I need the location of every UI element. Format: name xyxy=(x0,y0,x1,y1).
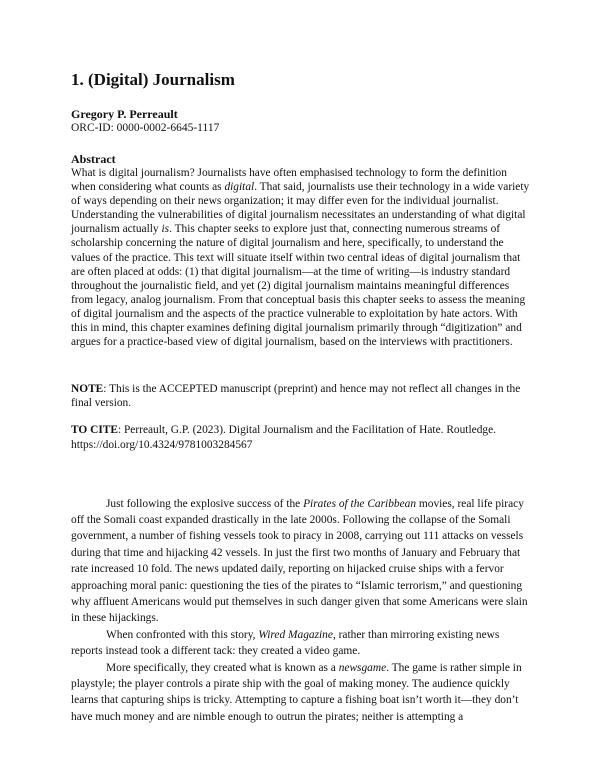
body-emphasis: Wired Magazine xyxy=(258,628,333,641)
body-text: Just following the explosive success of the xyxy=(106,497,304,510)
body-text: When confronted with this story, xyxy=(106,628,259,641)
cite-label: TO CITE xyxy=(71,424,118,437)
body-paragraph-1 xyxy=(71,496,533,627)
cite-text: : Perreault, G.P. (2023). Digital Journalism and the Facilitation of Hate. Routledge. https://doi.org/10.4324/9781003284567 xyxy=(71,424,496,451)
body-text: movies, real life piracy off the Somali coast expanded drastically in the late 2000s. Following the collapse of the Somali government, a number of fishing vessels took to piracy in 2008, carrying out 111 attacks on vessels during that time and hijacking 42 vessels. In just the first two months of January and February that rate increased 10 fold. The news updated daily, reporting on hijacked cruise ships with a fervor approaching moral panic: questioning the ties of the pirates to “Islamic terrorism,” and questioning why affluent Americans would put themselves in such danger given that some Americans were slain in these hijackings. xyxy=(71,497,528,625)
abstract-heading: Abstract xyxy=(71,152,116,166)
chapter-title: 1. (Digital) Journalism xyxy=(71,70,235,89)
abstract-emphasis-digital: digital xyxy=(224,181,255,194)
abstract-emphasis-is: is xyxy=(161,223,170,236)
citation xyxy=(71,423,533,451)
preprint-note xyxy=(71,382,533,410)
body-text: . The game is rather simple in playstyle; the player controls a pirate ship with the goal of making money. The audience quickly learns that capturing ships is tricky. Attempting to capture a fishing boat isn’t worth it—they don’t have much money and are nimble enough to outrun the pirates; neither is attempting a xyxy=(71,661,522,723)
abstract-text-1: What is digital journalism? Journalists have often emphasised technology to form the definition when considering what counts as xyxy=(71,167,507,194)
body-emphasis: Pirates of the Caribbean xyxy=(303,497,417,510)
abstract-body xyxy=(71,166,533,349)
author-name: Gregory P. Perreault xyxy=(71,107,178,121)
page-content xyxy=(71,70,533,725)
note-label: NOTE xyxy=(71,383,104,396)
body-paragraph-2 xyxy=(71,627,533,660)
chapter-body xyxy=(71,496,533,726)
body-text: , rather than mirroring existing news reports instead took a different tack: they created a video game. xyxy=(71,628,500,658)
body-emphasis: newsgame xyxy=(338,661,387,674)
body-paragraph-3 xyxy=(71,660,533,726)
author-orcid: ORC-ID: 0000-0002-6645-1117 xyxy=(71,122,220,134)
abstract-text-2: . That said, journalists use their technology in a wide variety of ways depending on their news organization; it may differ even for the individual journalist. Understanding the vulnerabilities of digital journalism necessitates an understanding of what digital journalism actually xyxy=(71,181,530,236)
body-text: More specifically, they created what is known as a xyxy=(106,661,339,674)
note-text: : This is the ACCEPTED manuscript (preprint) and hence may not reflect all changes in the final version. xyxy=(71,383,521,410)
abstract-text-3: . This chapter seeks to explore just that, connecting numerous streams of scholarship concerning the nature of digital journalism and here, specifically, to understand the values of the practice. This text will situate itself within two central ideas of digital journalism that are often placed at odds: (1) that digital journalism—at the time of writing—is industry standard throughout the journalistic field, and yet (2) digital journalism maintains meaningful differences from legacy, analog journalism. From that conceptual basis this chapter seeks to assess the meaning of digital journalism and the aspects of the practice vulnerable to exploitation by hate actors. With this in mind, this chapter examines defining digital journalism primarily through “digitization” and argues for a practice-based view of digital journalism, based on the interviews with practitioners. xyxy=(71,223,526,349)
